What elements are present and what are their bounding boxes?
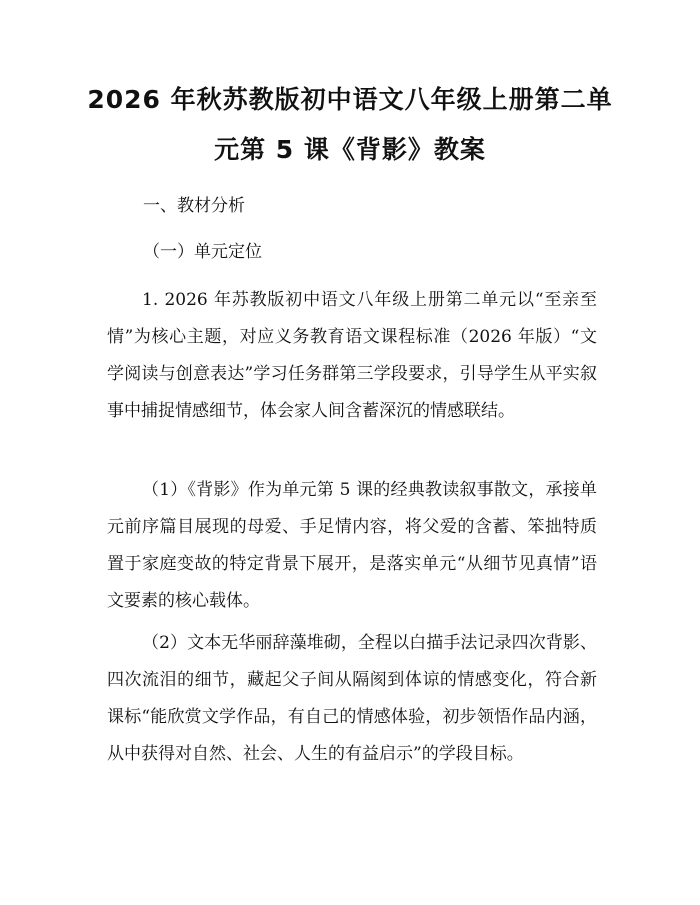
document-title-line-1: 2026 年秋苏教版初中语文八年级上册第二单: [87, 85, 613, 114]
paragraph-unit-positioning: 1. 2026 年苏教版初中语文八年级上册第二单元以“至亲至情”为核心主题，对应义务教育语文课程标准（2026 年版）“文学阅读与创意表达”学习任务群第三学段要求，引导学生从平实叙事中捕捉情感细节，体会家人间含蓄深沉的情感联结。: [107, 290, 597, 421]
paragraph-point-1: （1）《背影》作为单元第 5 课的经典教读叙事散文，承接单元前序篇目展现的母爱、手足情内容，将父爱的含蓄、笨拙特质置于家庭变故的特定背景下展开，是落实单元“从细节见真情”语文要素的核心载体。: [107, 480, 597, 611]
subsection-heading: （一）单元定位: [143, 242, 262, 262]
document-title-line-2: 元第 5 课《背影》教案: [214, 135, 486, 164]
section-heading: 一、教材分析: [143, 196, 245, 216]
paragraph-point-2: （2）文本无华丽辞藻堆砌，全程以白描手法记录四次背影、四次流泪的细节，藏起父子间从隔阂到体谅的情感变化，符合新课标“能欣赏文学作品，有自己的情感体验，初步领悟作品内涵，从中获得对自然、社会、人生的有益启示”的学段目标。: [107, 633, 597, 764]
